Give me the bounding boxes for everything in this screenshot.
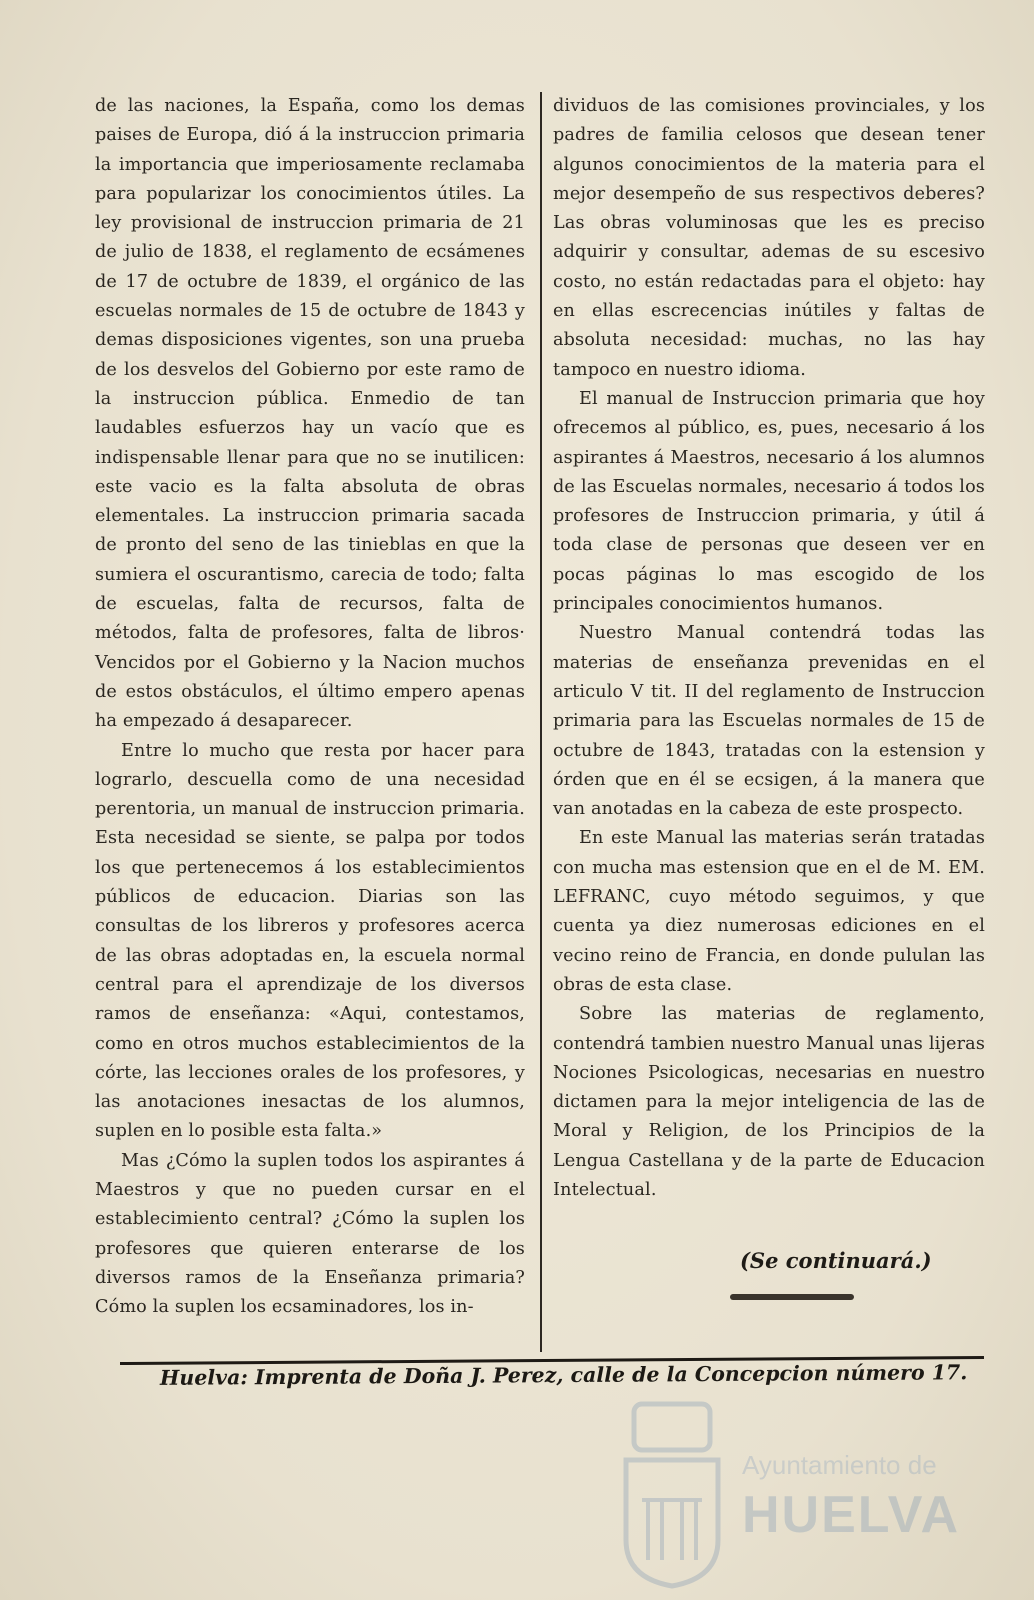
printer-imprint: Huelva: Imprenta de Doña J. Perez, calle de la Concepcion número 17. [159, 1360, 968, 1390]
watermark-line1: Ayuntamiento de [742, 1450, 937, 1480]
left-column [95, 92, 525, 1322]
left-paragraph-1: de las naciones, la España, como los demas paises de Europa, dió á la instruccion primaria la importancia que imperiosamente reclamaba para popularizar los conocimientos útiles. La ley provisional de instruccion primaria de 21 de julio de 1838, el reglamento de ecsámenes de 17 de octubre de 1839, el orgánico de las escuelas normales de 15 de octubre de 1843 y demas disposiciones vigentes, son una prueba de los desvelos del Gobierno por este ramo de la instruccion pública. Enmedio de tan laudables esfuerzos hay un vacío que es indispensable llenar para que no se inutilicen: este vacio es la falta absoluta de obras elementales. La instruccion primaria sacada de pronto del seno de las tinieblas en que la sumiera el oscurantismo, carecia de todo; falta de escuelas, falta de recursos, falta de métodos, falta de profesores, falta de libros· Vencidos por el Gobierno y la Nacion muchos de estos obstáculos, el último empero apenas ha empezado á desaparecer. [95, 96, 525, 732]
column-divider [540, 92, 542, 1352]
right-paragraph-5: Sobre las materias de reglamento, contendrá tambien nuestro Manual unas lijeras Nociones Psicologicas, necesarias en nuestro dictamen para la mejor inteligencia de las de Moral y Religion, de los Principios de la Lengua Castellana y de la parte de Educacion Intelectual. [553, 1004, 985, 1200]
right-paragraph-1: dividuos de las comisiones provinciales, y los padres de familia celosos que desean tener algunos conocimientos de la materia para el mejor desempeño de sus respectivos deberes? Las obras voluminosas que les es preciso adquirir y consultar, ademas de su escesivo costo, no están redactadas para el objeto: hay en ellas escrecencias inútiles y faltas de absoluta necesidad: muchas, no las hay tampoco en nuestro idioma. [553, 96, 985, 380]
right-paragraph-3: Nuestro Manual contendrá todas las materias de enseñanza prevenidas en el articulo V tit. II del reglamento de Instruccion primaria para las Escuelas normales de 15 de octubre de 1843, tratadas con la estension y órden que en él se ecsigen, á la manera que van anotadas en la cabeza de este prospecto. [553, 623, 985, 820]
right-paragraph-4: En este Manual las materias serán tratadas con mucha mas estension que en el de M. EM. LEFRANC, cuyo método seguimos, y que cuenta ya diez numerosas ediciones en el vecino reino de Francia, en donde pululan las obras de esta clase. [553, 828, 985, 995]
left-paragraph-2: Entre lo mucho que resta por hacer para lograrlo, descuella como de una necesidad perentoria, un manual de instruccion primaria. Esta necesidad se siente, se palpa por todos los que pertenecemos á los establecimientos públicos de educacion. Diarias son las consultas de los libreros y profesores acerca de las obras adoptadas en, la escuela normal central para el aprendizaje de los diversos ramos de enseñanza: «Aqui, contestamos, como en otros muchos establecimientos de la córte, las lecciones orales de los profesores, y las anotaciones inesactas de los alumnos, suplen en lo posible esta falta.» [95, 740, 525, 1142]
continued-note: (Se continuará.) [740, 1248, 932, 1273]
left-paragraph-3: Mas ¿Cómo la suplen todos los aspirantes á Maestros y que no pueden cursar en el establecimiento central? ¿Cómo la suplen los profesores que quieren enterarse de los diversos ramos de la Enseñanza primaria? Cómo la suplen los ecsaminadores, los in- [95, 1150, 525, 1318]
watermark-logo [612, 1390, 992, 1590]
ornamental-rule [730, 1294, 854, 1300]
right-column [553, 92, 985, 1205]
watermark-line2: HUELVA [742, 1486, 961, 1544]
right-paragraph-2: El manual de Instruccion primaria que hoy ofrecemos al público, es, pues, necesario á los aspirantes á Maestros, necesario á los alumnos de las Escuelas normales, necesario á todos los profesores de Instruccion primaria, y útil á toda clase de personas que deseen ver en pocas páginas lo mas escogido de los principales conocimientos humanos. [553, 388, 985, 615]
city-shield-icon [612, 1390, 732, 1590]
